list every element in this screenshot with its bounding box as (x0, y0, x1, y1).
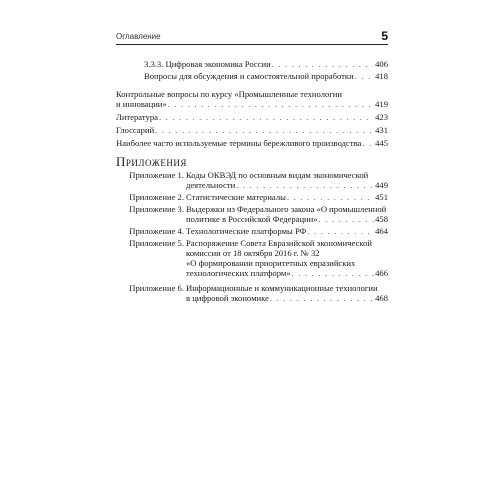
appendix-page: 468 (375, 293, 388, 303)
toc-entry-page: 423 (375, 112, 388, 122)
leader-dots (362, 138, 373, 148)
leader-dots (292, 268, 374, 278)
toc-entry-title: Наиболее часто используемые термины бережливого производства (116, 138, 362, 148)
toc-entry-page: 431 (375, 125, 388, 135)
appendix-title-last: Статистические материалы (186, 192, 286, 202)
leader-dots (270, 293, 374, 303)
appendix-label: Приложение 5. (129, 238, 184, 248)
leader-dots (236, 180, 374, 190)
appendix-label: Приложение 4. (129, 226, 184, 236)
appendix-title-last: технологических платформ» (186, 268, 291, 278)
toc-entry-page: 418 (375, 71, 388, 81)
header-rule (116, 44, 388, 45)
toc-entry-title: 3.3.3. Цифровая экономика России (144, 59, 271, 69)
leader-dots (168, 99, 373, 109)
toc-entry-title: Глоссарий (116, 125, 155, 135)
appendix-title-line: комиссии от 18 октября 2016 г. № 32 (186, 248, 320, 258)
appendix-title-line: Выдержки из Федерального закона «О промышленной (186, 204, 387, 214)
appendix-label: Приложение 6. (129, 283, 184, 293)
leader-dots (307, 226, 374, 236)
appendix-page: 458 (375, 214, 388, 224)
appendix-label: Приложение 2. (129, 192, 184, 202)
appendix-title-last: политике в Российской Федерации» (186, 214, 318, 224)
leader-dots (159, 112, 373, 122)
leader-dots (155, 125, 373, 135)
appendix-label: Приложение 1. (129, 170, 184, 180)
toc-entry (144, 59, 388, 69)
leader-dots (272, 59, 373, 69)
toc-entry (116, 138, 388, 148)
toc-entry-title: Вопросы для обсуждения и самостоятельной проработки (144, 71, 354, 81)
appendix-page: 466 (375, 268, 388, 278)
running-header-title: Оглавление (116, 32, 161, 41)
appendix-label: Приложение 3. (129, 204, 184, 214)
appendix-page: 449 (375, 180, 388, 190)
leader-dots (355, 71, 373, 81)
toc-entry (116, 112, 388, 122)
toc-entry-page: 419 (375, 99, 388, 109)
leader-dots (287, 192, 374, 202)
appendix-title-last: Технологические платформы РФ (186, 226, 307, 236)
appendix-title-line: Коды ОКВЭД по основным видам экономической (186, 170, 369, 180)
leader-dots (319, 214, 375, 224)
appendix-title-last: деятельности (186, 180, 236, 190)
appendix-title-line: Информационные и коммуникационные технологии (186, 283, 378, 293)
appendix-page: 464 (375, 226, 388, 236)
section-heading: Приложения (116, 154, 187, 169)
page-number: 5 (381, 29, 388, 43)
running-header (116, 30, 388, 44)
toc-entry-title-line1: Контрольные вопросы по курсу «Промышленные технологии (116, 89, 343, 99)
appendix-title-line: Распоряжение Совета Евразийской экономической (186, 238, 372, 248)
appendix-title-last: в цифровой экономике (186, 293, 269, 303)
toc-entry-title: Литература (116, 112, 158, 122)
toc-entry (144, 71, 388, 81)
appendix-title-line: «О формировании приоритетных евразийских (186, 258, 356, 268)
toc-entry-title-line2: и инновации» (116, 99, 167, 109)
appendix-page: 451 (375, 192, 388, 202)
toc-entry-page: 406 (375, 59, 388, 69)
toc-entry (116, 125, 388, 135)
toc-entry (116, 89, 388, 109)
toc-entry-page: 445 (375, 138, 388, 148)
